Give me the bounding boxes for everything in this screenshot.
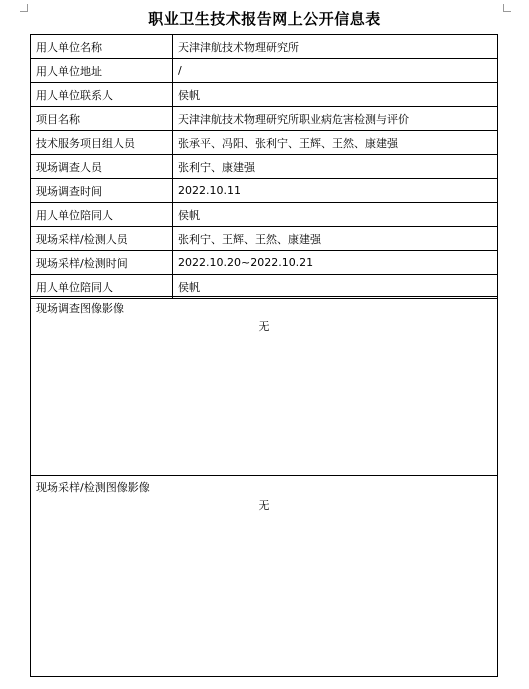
survey-images-section: [30, 296, 498, 476]
row-value: 天津津航技术物理研究所职业病危害检测与评价: [173, 107, 498, 131]
survey-images-label: 现场调查图像影像: [36, 302, 124, 315]
table-row: [31, 179, 498, 203]
row-label: 现场采样/检测人员: [31, 227, 173, 251]
sampling-images-label: 现场采样/检测图像影像: [36, 481, 150, 494]
row-value: 2022.10.11: [173, 179, 498, 203]
table-row: [31, 59, 498, 83]
table-row: [31, 227, 498, 251]
row-value: 侯帆: [173, 275, 498, 299]
row-label: 技术服务项目组人员: [31, 131, 173, 155]
sampling-images-value: 无: [258, 499, 270, 512]
row-value: 侯帆: [173, 83, 498, 107]
row-label: 用人单位陪同人: [31, 275, 173, 299]
table-row: [31, 155, 498, 179]
row-value: 2022.10.20~2022.10.21: [173, 251, 498, 275]
sampling-images-section: [30, 475, 498, 677]
info-table: [30, 34, 498, 299]
row-label: 现场调查时间: [31, 179, 173, 203]
table-row: [31, 275, 498, 299]
row-value: 天津津航技术物理研究所: [173, 35, 498, 59]
table-row: [31, 131, 498, 155]
row-label: 现场调查人员: [31, 155, 173, 179]
survey-images-value: 无: [258, 320, 270, 333]
row-label: 用人单位地址: [31, 59, 173, 83]
row-value: 侯帆: [173, 203, 498, 227]
row-value: 张承平、冯阳、张利宁、王辉、王然、康建强: [173, 131, 498, 155]
table-row: [31, 203, 498, 227]
document-title: 职业卫生技术报告网上公开信息表: [148, 10, 381, 28]
row-label: 现场采样/检测时间: [31, 251, 173, 275]
row-value: 张利宁、康建强: [173, 155, 498, 179]
row-label: 用人单位陪同人: [31, 203, 173, 227]
table-row: [31, 83, 498, 107]
table-row: [31, 251, 498, 275]
table-row: [31, 35, 498, 59]
row-value: 张利宁、王辉、王然、康建强: [173, 227, 498, 251]
row-label: 用人单位联系人: [31, 83, 173, 107]
table-row: [31, 107, 498, 131]
row-value: /: [173, 59, 498, 83]
row-label: 用人单位名称: [31, 35, 173, 59]
row-label: 项目名称: [31, 107, 173, 131]
